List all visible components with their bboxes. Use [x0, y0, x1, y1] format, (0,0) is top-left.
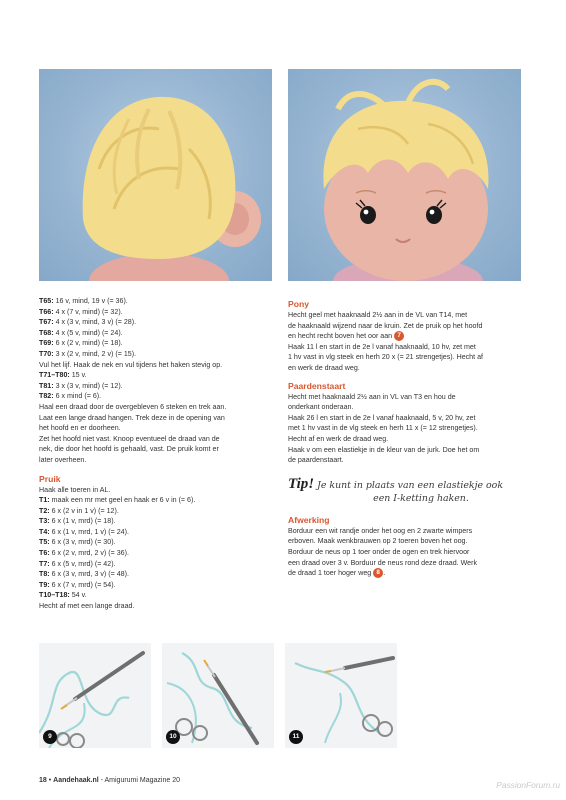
text-line: T65: 16 v, mind, 19 v (= 36).	[39, 297, 128, 305]
step-photo-10	[162, 643, 274, 748]
text-line: en hecht recht boven het oor aan 7	[288, 331, 526, 342]
page-number: 18	[39, 777, 47, 784]
round-label: T69:	[39, 339, 54, 348]
text-line: later overheen.	[39, 455, 87, 464]
text-line: Hecht geel met haaknaald 2½ aan in de VL van T14, met	[288, 311, 468, 319]
step-number: 10	[166, 730, 180, 744]
step-badge: 7	[394, 331, 404, 341]
round-label: T7:	[39, 559, 50, 568]
round-label: T3:	[39, 517, 50, 526]
text-line: T9: 6 x (7 v, mrd) (= 54).	[39, 580, 116, 589]
step-photo-11	[285, 643, 397, 748]
heading-afwerking: Afwerking	[288, 514, 330, 525]
round-label: T2:	[39, 506, 50, 515]
left-column	[39, 296, 275, 612]
text-line: T2: 6 x (2 v in 1 v) (= 12).	[39, 506, 119, 515]
text-line: T70: 3 x (2 v, mind, 2 v) (= 15).	[39, 349, 137, 358]
text-line: T7: 6 x (5 v, mrd) (= 42).	[39, 559, 116, 568]
tip-text: Je kunt in plaats van een elastiekje ook	[314, 479, 504, 491]
text-line: een draad over 3 v. Borduur de neus rond deze draad. Werk	[288, 558, 478, 567]
heading-pony: Pony	[288, 299, 310, 309]
text-line: T1: maak een mr met geel en haak er 6 v in (= 6).	[39, 496, 196, 505]
text-line: T5: 6 x (3 v, mrd) (= 30).	[39, 538, 116, 547]
text-line: de draad 1 toer hoger weg 8 .	[288, 569, 386, 578]
text-line: de paardenstaart.	[288, 456, 344, 465]
round-label: T10–T18:	[39, 591, 70, 600]
round-label: T71–T80:	[39, 371, 70, 380]
text-line: onderkant onderaan.	[288, 403, 354, 412]
text-line: erboven. Maak wenkbrauwen op 2 toeren boven het oog.	[288, 537, 468, 546]
text-line: T71–T80: 15 v.	[39, 371, 87, 380]
text-line: T69: 6 x (2 v, mind) (= 18).	[39, 339, 123, 348]
round-label: T8:	[39, 570, 50, 579]
text-line: Hecht af en werk de draad weg.	[288, 434, 389, 443]
text-line: T3: 6 x (1 v, mrd) (= 18).	[39, 517, 116, 526]
text-line: Haak 11 l en start in de 2e l vanaf haaknaald, 10 hv, zet met	[288, 342, 476, 351]
photo-doll-back	[39, 69, 272, 281]
text-line: Haal een draad door de overgebleven 6 steken en trek aan.	[39, 402, 227, 411]
text-line: T68: 4 x (5 v, mind) (= 24).	[39, 328, 123, 337]
round-label: T5:	[39, 538, 50, 547]
tip-box	[288, 475, 526, 505]
text-line: T82: 6 x mind (= 6).	[39, 392, 102, 401]
text-line: Zet het hoofd niet vast. Knoop eventueel de draad van de	[39, 434, 220, 443]
text-line: de haaknaald wijzend naar de kruin. Zet de pruik op het hoofd	[288, 321, 483, 330]
right-column	[288, 296, 526, 579]
paardenstaart-text	[288, 392, 526, 466]
text-line: T66: 4 x (7 v, mind) (= 32).	[39, 307, 123, 316]
text-line: 1 hv vast in vlg steek en herh 20 x (= 21 strengetjes). Hecht af	[288, 353, 483, 362]
round-label: T65:	[39, 297, 54, 305]
text-line: Vul het lijf. Haak de nek en vul tijdens het haken stevig op.	[39, 360, 223, 369]
round-label: T4:	[39, 527, 50, 536]
text-line: Borduur de neus op 1 toer onder de ogen en trek hiervoor	[288, 547, 470, 556]
text-line: T67: 4 x (3 v, mind, 3 v) (= 28).	[39, 318, 137, 327]
text-line: Haak v om een elastiekje in de kleur van de jurk. Doe het om	[288, 445, 480, 454]
footer-site: Aandehaak.nl	[53, 777, 99, 784]
step-number: 11	[289, 730, 303, 744]
text-line: Laat een lange draad hangen. Trek deze in de opening van	[39, 413, 225, 422]
round-label: T66:	[39, 307, 54, 316]
round-label: T70:	[39, 349, 54, 358]
tip-text: een I-ketting haken.	[373, 492, 469, 504]
tip-label: Tip!	[288, 475, 315, 492]
step-badge: 8	[373, 568, 383, 578]
text-line: Haak alle toeren in AL.	[39, 485, 111, 494]
round-label: T6:	[39, 549, 50, 558]
step-number: 9	[43, 730, 57, 744]
text-line: Haak 26 l en start in de 2e l vanaf haaknaald, 5 v, 20 hv, zet	[288, 413, 476, 422]
text-line: het hoofd en er doorheen.	[39, 424, 121, 433]
text-line: T81: 3 x (3 v, mind) (= 12).	[39, 381, 123, 390]
text-line: Borduur een wit randje onder het oog en 2 zwarte wimpers	[288, 526, 473, 535]
text-line: met 1 hv vast in de vlg steek en herh 11 x (= 12 strengetjes).	[288, 424, 478, 433]
text-line: Hecht af met een lange draad.	[39, 602, 135, 611]
text-line: T10–T18: 54 v.	[39, 591, 87, 600]
text-line: T4: 6 x (1 v, mrd, 1 v) (= 24).	[39, 527, 129, 536]
step-photo-9	[39, 643, 151, 748]
round-label: T81:	[39, 381, 54, 390]
text-line: Hecht met haaknaald 2½ aan in VL van T3 en hou de	[288, 392, 456, 401]
text-line: T8: 6 x (3 v, mrd, 3 v) (= 48).	[39, 570, 129, 579]
text-line: nek, die door het hoofd is gehaald, vast. De pruik komt er	[39, 445, 219, 454]
heading-pruik: Pruik	[39, 473, 61, 484]
footer-bullet: •	[48, 777, 52, 784]
heading-paardenstaart: Paardenstaart	[288, 380, 346, 391]
round-label: T1:	[39, 496, 50, 505]
round-label: T9:	[39, 580, 50, 589]
page-footer	[39, 777, 180, 784]
photo-doll-face	[288, 69, 521, 281]
round-label: T68:	[39, 328, 54, 337]
footer-magazine: - Amigurumi Magazine 20	[98, 777, 180, 784]
text-line: en werk de draad weg.	[288, 363, 360, 372]
watermark: PassionForum.ru	[496, 780, 560, 790]
text-line: T6: 6 x (2 v, mrd, 2 v) (= 36).	[39, 549, 129, 558]
round-label: T67:	[39, 318, 54, 327]
round-label: T82:	[39, 392, 54, 401]
